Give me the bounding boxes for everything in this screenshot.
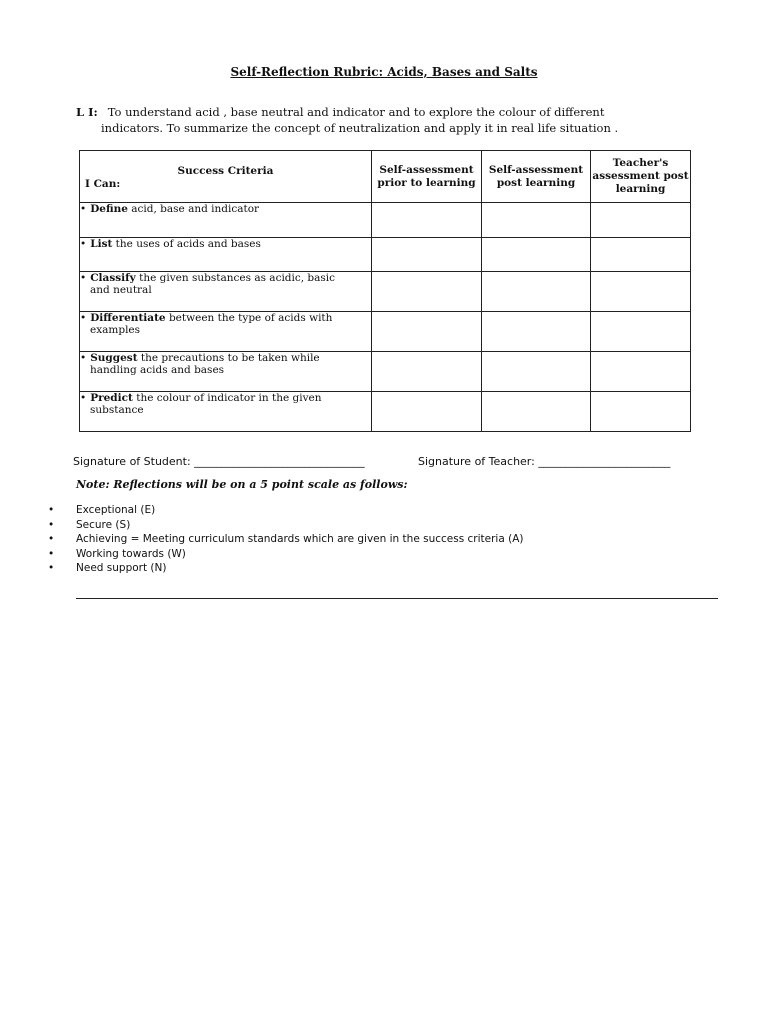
criterion-cell: • Define acid, base and indicator [80, 203, 372, 238]
table-row [80, 392, 691, 432]
table-row [80, 238, 691, 272]
criterion-keyword: Predict [90, 392, 133, 404]
criterion-text: the colour of indicator in the given [132, 392, 322, 404]
criterion-text: the precautions to be taken while [137, 352, 320, 364]
horizontal-divider [76, 598, 718, 599]
list-item: • Working towards (W) [48, 547, 524, 562]
assessment-cell-prior[interactable] [372, 392, 482, 432]
header-self-assessment-prior: Self-assessment prior to learning [372, 151, 482, 203]
student-signature-line[interactable]: Signature of Student: _______________________________ [73, 455, 365, 468]
criterion-cell: • Suggest the precautions to be taken while handling acids and bases [80, 352, 372, 392]
list-item: • Secure (S) [48, 518, 524, 533]
criterion-text: the uses of acids and bases [112, 238, 261, 250]
assessment-cell-teacher[interactable] [591, 392, 691, 432]
header-self-assessment-post: Self-assessment post learning [482, 151, 591, 203]
assessment-cell-post[interactable] [482, 352, 591, 392]
assessment-cell-post[interactable] [482, 272, 591, 312]
assessment-cell-prior[interactable] [372, 312, 482, 352]
criterion-keyword: Classify [90, 272, 136, 284]
table-row [80, 352, 691, 392]
assessment-cell-post[interactable] [482, 392, 591, 432]
assessment-cell-prior[interactable] [372, 203, 482, 238]
assessment-cell-prior[interactable] [372, 238, 482, 272]
table-row [80, 272, 691, 312]
rubric-header-row [80, 151, 691, 203]
assessment-cell-teacher[interactable] [591, 203, 691, 238]
criterion-cell: • Predict the colour of indicator in the given substance [80, 392, 372, 432]
list-item: • Need support (N) [48, 561, 524, 576]
header-success-criteria [80, 151, 372, 203]
list-item: • Exceptional (E) [48, 503, 524, 518]
list-item: • Achieving = Meeting curriculum standards which are given in the success criteria (A) [48, 532, 524, 547]
assessment-cell-prior[interactable] [372, 352, 482, 392]
learning-intention [76, 104, 696, 136]
rubric-table [79, 150, 691, 432]
criterion-text: the given substances as acidic, basic [135, 272, 336, 284]
teacher-signature-line[interactable]: Signature of Teacher: ________________________ [418, 455, 671, 468]
learning-intention-label: L I: [76, 105, 98, 119]
assessment-cell-post[interactable] [482, 203, 591, 238]
success-criteria-heading: Success Criteria [177, 165, 274, 177]
i-can-label: I Can: [85, 178, 121, 190]
criterion-text-continued: substance [90, 404, 144, 416]
learning-intention-text-1: To understand acid , base neutral and indicator and to explore the colour of different [107, 105, 605, 119]
criterion-text-continued: examples [90, 324, 141, 336]
criterion-text: between the type of acids with [165, 312, 333, 324]
assessment-cell-teacher[interactable] [591, 272, 691, 312]
criterion-keyword: List [90, 238, 113, 250]
learning-intention-text-2: indicators. To summarize the concept of neutralization and apply it in real life situation . [101, 121, 619, 135]
criterion-cell: • Classify the given substances as acidic, basic and neutral [80, 272, 372, 312]
assessment-cell-post[interactable] [482, 312, 591, 352]
document-title: Self-Reflection Rubric: Acids, Bases and Salts [230, 65, 538, 79]
assessment-cell-teacher[interactable] [591, 238, 691, 272]
criterion-cell: • Differentiate between the type of acids with examples [80, 312, 372, 352]
scale-note: Note: Reflections will be on a 5 point scale as follows: [76, 478, 408, 491]
table-row [80, 312, 691, 352]
criterion-keyword: Define [90, 203, 128, 215]
assessment-cell-post[interactable] [482, 238, 591, 272]
assessment-cell-teacher[interactable] [591, 352, 691, 392]
scale-list [48, 503, 524, 576]
header-teacher-assessment: Teacher's assessment post learning [591, 151, 691, 203]
assessment-cell-teacher[interactable] [591, 312, 691, 352]
table-row [80, 203, 691, 238]
criterion-text: acid, base and indicator [127, 203, 260, 215]
criterion-cell: • List the uses of acids and bases [80, 238, 372, 272]
criterion-keyword: Suggest [90, 352, 138, 364]
assessment-cell-prior[interactable] [372, 272, 482, 312]
learning-intention-line-1 [76, 104, 696, 120]
criterion-keyword: Differentiate [90, 312, 166, 324]
criterion-text-continued: and neutral [90, 284, 152, 296]
criterion-text-continued: handling acids and bases [90, 364, 225, 376]
